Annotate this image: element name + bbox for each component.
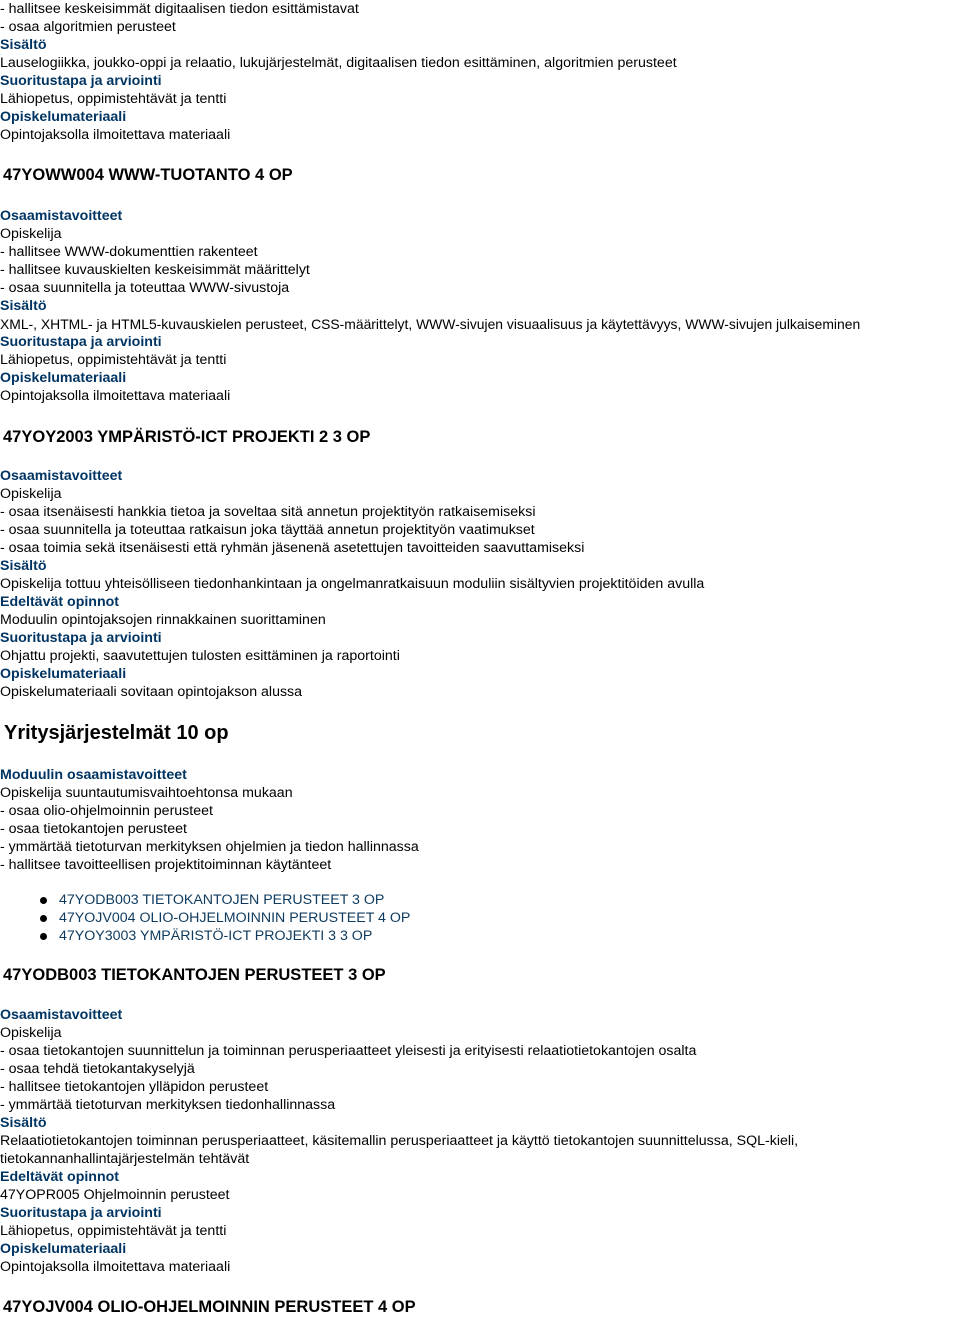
section-label-suoritus: Suoritustapa ja arviointi — [0, 630, 162, 646]
section-label-sisalto: Sisältö — [0, 558, 47, 574]
section-label-materiaali: Opiskelumateriaali — [0, 666, 127, 682]
section-label-edeltavat: Edeltävät opinnot — [0, 594, 120, 610]
edeltavat-text: 47YOPR005 Ohjelmoinnin perusteet — [0, 1187, 230, 1203]
opiskelija-text: Opiskelija — [0, 486, 62, 502]
goal-line: - ymmärtää tietoturvan merkityksen tiedonhallinnassa — [0, 1097, 336, 1113]
sisalto-text: Opiskelija tottuu yhteisölliseen tiedonhankintaan ja ongelmanratkaisuun moduliin sisältyvien projektitöiden avulla — [0, 576, 705, 592]
module-intro: Opiskelija suuntautumisvaihtoehtonsa mukaan — [0, 785, 293, 801]
goal-line: - osaa suunnitella ja toteuttaa ratkaisun joka täyttää annetun projektityön vaatimukset — [0, 522, 535, 538]
suoritus-text: Lähiopetus, oppimistehtävät ja tentti — [0, 1223, 227, 1239]
module-heading: Yritysjärjestelmät 10 op — [4, 722, 229, 744]
materiaali-text: Opintojaksolla ilmoitettava materiaali — [0, 1259, 231, 1275]
goal-line: - hallitsee WWW-dokumenttien rakenteet — [0, 244, 258, 260]
sisalto-text: Lauselogiikka, joukko-oppi ja relaatio, lukujärjestelmät, digitaalisen tiedon esittäminen, algoritmien perusteet — [0, 55, 677, 71]
section-label-sisalto: Sisältö — [0, 1115, 47, 1131]
course-heading: 47YOY2003 YMPÄRISTÖ-ICT PROJEKTI 2 3 OP — [3, 428, 371, 446]
goal-line: - osaa tietokantojen suunnittelun ja toiminnan perusperiaatteet yleisesti ja erityisesti relaatiotietokantojen osalta — [0, 1043, 697, 1059]
section-label-materiaali: Opiskelumateriaali — [0, 109, 127, 125]
section-label-edeltavat: Edeltävät opinnot — [0, 1169, 120, 1185]
goal-line: - hallitsee keskeisimmät digitaalisen tiedon esittämistavat — [0, 1, 359, 17]
course-link[interactable]: 47YOJV004 OLIO-OHJELMOINNIN PERUSTEET 4 OP — [59, 910, 411, 926]
course-heading: 47YODB003 TIETOKANTOJEN PERUSTEET 3 OP — [3, 966, 386, 984]
opiskelija-text: Opiskelija — [0, 1025, 62, 1041]
section-label-moduulin-tavoitteet: Moduulin osaamistavoitteet — [0, 767, 187, 783]
goal-line: - hallitsee tavoitteellisen projektitoiminnan käytänteet — [0, 857, 332, 873]
goal-line: - osaa tehdä tietokantakyselyjä — [0, 1061, 195, 1077]
goal-line: - hallitsee tietokantojen ylläpidon perusteet — [0, 1079, 269, 1095]
course-heading: 47YOJV004 OLIO-OHJELMOINNIN PERUSTEET 4 OP — [3, 1298, 416, 1316]
goal-line: - hallitsee kuvauskielten keskeisimmät määrittelyt — [0, 262, 310, 278]
section-label-tavoitteet: Osaamistavoitteet — [0, 208, 123, 224]
section-label-sisalto: Sisältö — [0, 37, 47, 53]
materiaali-text: Opintojaksolla ilmoitettava materiaali — [0, 127, 231, 143]
section-label-suoritus: Suoritustapa ja arviointi — [0, 334, 162, 350]
suoritus-text: Lähiopetus, oppimistehtävät ja tentti — [0, 352, 227, 368]
goal-line: - osaa olio-ohjelmoinnin perusteet — [0, 803, 213, 819]
bullet-icon — [40, 897, 47, 904]
section-label-materiaali: Opiskelumateriaali — [0, 1241, 127, 1257]
sisalto-text: Relaatiotietokantojen toiminnan perusperiaatteet, käsitemallin perusperiaatteet ja käyttö tietokantojen suunnittelussa, SQL-kieli, — [0, 1133, 799, 1149]
materiaali-text: Opintojaksolla ilmoitettava materiaali — [0, 388, 231, 404]
goal-line: - osaa algoritmien perusteet — [0, 19, 176, 35]
course-heading: 47YOWW004 WWW-TUOTANTO 4 OP — [3, 166, 293, 184]
section-label-tavoitteet: Osaamistavoitteet — [0, 1007, 123, 1023]
sisalto-text: XML-, XHTML- ja HTML5-kuvauskielen perusteet, CSS-määrittelyt, WWW-sivujen visuaalisuus ja käytettävyys, WWW-sivujen julkaiseminen — [0, 316, 861, 332]
goal-line: - ymmärtää tietoturvan merkityksen ohjelmien ja tiedon hallinnassa — [0, 839, 419, 855]
suoritus-text: Lähiopetus, oppimistehtävät ja tentti — [0, 91, 227, 107]
goal-line: - osaa tietokantojen perusteet — [0, 821, 187, 837]
section-label-suoritus: Suoritustapa ja arviointi — [0, 73, 162, 89]
goal-line: - osaa itsenäisesti hankkia tietoa ja soveltaa sitä annetun projektityön ratkaisemiseksi — [0, 504, 536, 520]
goal-line: - osaa toimia sekä itsenäisesti että ryhmän jäsenenä asetettujen tavoitteiden saavuttamiseksi — [0, 540, 585, 556]
section-label-sisalto: Sisältö — [0, 298, 47, 314]
course-link[interactable]: 47YOY3003 YMPÄRISTÖ-ICT PROJEKTI 3 3 OP — [59, 928, 373, 944]
course-link[interactable]: 47YODB003 TIETOKANTOJEN PERUSTEET 3 OP — [59, 892, 385, 908]
section-label-materiaali: Opiskelumateriaali — [0, 370, 127, 386]
sisalto-text: tietokannanhallintajärjestelmän tehtävät — [0, 1151, 250, 1167]
materiaali-text: Opiskelumateriaali sovitaan opintojakson alussa — [0, 684, 303, 700]
section-label-tavoitteet: Osaamistavoitteet — [0, 468, 123, 484]
opiskelija-text: Opiskelija — [0, 226, 62, 242]
edeltavat-text: Moduulin opintojaksojen rinnakkainen suorittaminen — [0, 612, 326, 628]
bullet-icon — [40, 915, 47, 922]
section-label-suoritus: Suoritustapa ja arviointi — [0, 1205, 162, 1221]
suoritus-text: Ohjattu projekti, saavutettujen tulosten esittäminen ja raportointi — [0, 648, 400, 664]
goal-line: - osaa suunnitella ja toteuttaa WWW-sivustoja — [0, 280, 290, 296]
bullet-icon — [40, 933, 47, 940]
